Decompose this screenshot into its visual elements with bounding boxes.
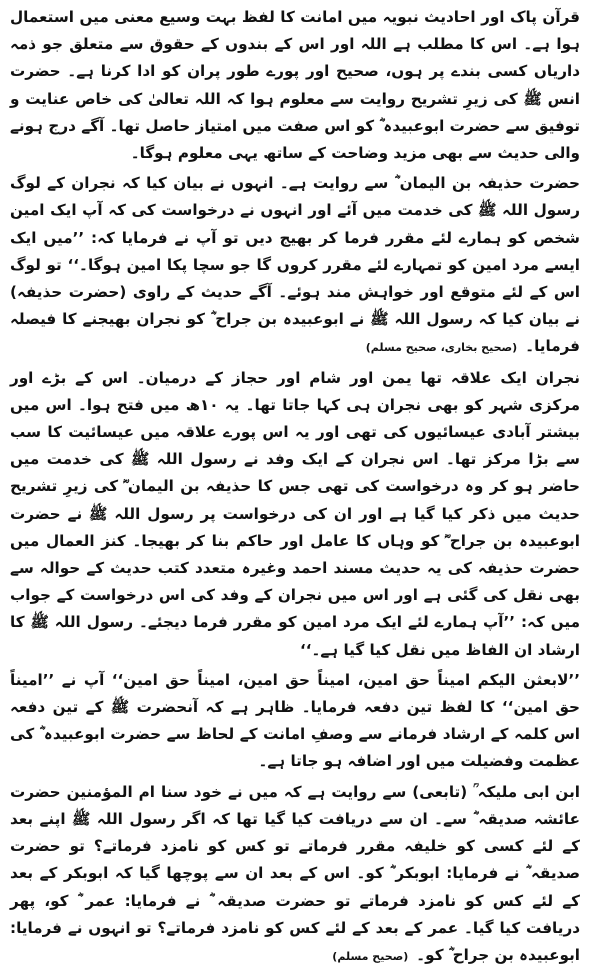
paragraph-text: قرآن پاک اور احادیث نبویہ میں امانت کا لفظ بہت وسیع معنی میں استعمال ہوا ہے۔ اس کا مطلب ہے اللہ اور اس کے بندوں کے حقوق سے متعلق جو ذمہ داریاں کسی بندے پر ہوں، صحیح اور پورے طور پران کو ادا کرنا ہے۔ حضرت انس ﷺ کی زیرِ تشریح روایت سے معلوم ہوا کہ اللہ تعالیٰ کی خاص عنایت و توفیق سے حضرت ابوعبیدہ ؓ کو اس صفت میں امتیاز حاصل تھا۔ آگے درج ہونے والی حدیث سے بھی مزید وضاحت کے ساتھ یہی معلوم ہوگا۔ xyxy=(10,8,580,163)
paragraph-text: ابن ابی ملیکہ ؒ (تابعی) سے روایت ہے کہ میں نے خود سنا ام المؤمنین حضرت عائشہ صدیقہ ؓ سے۔ ان سے دریافت کیا گیا تھا کہ اگر رسول اللہ ﷺ اپنے بعد کے لئے کسی کو خلیفہ مقرر فرماتے تو کس کو نامزد فرماتے؟ تو حضرت صدیقہ ؓ نے فرمایا: ابوبکر ؓ کو۔ اس کے بعد ان سے پوچھا گیا کہ ابوبکر کے بعد کے لئے کس کو نامزد فرماتے تو حضرت صدیقہ ؓ نے فرمایا: عمر ؓ کو، پھر دریافت کیا گیا۔ عمر کے بعد کے لئے کس کو نامزد فرماتے؟ تو انہوں نے فرمایا: ابوعبیدہ بن جراح ؓ کو۔ xyxy=(10,782,580,964)
paragraph-hadith-aisha xyxy=(10,779,580,970)
paragraph-text: نجران ایک علاقہ تھا یمن اور شام اور حجاز کے درمیان۔ اس کے بڑے اور مرکزی شہر کو بھی نجران ہی کہا جاتا تھا۔ یہ ۱۰ھ میں فتح ہوا۔ اس میں بیشتر آبادی عیسائیوں کی تھی اور یہ اس پورے علاقہ میں عیسائیت کا سب سے بڑا مرکز تھا۔ اس نجران کے ایک وفد نے رسول اللہ ﷺ کی خدمت میں حاضر ہو کر وہ درخواست کی تھی جس کا حذیفہ بن الیمان ؓ کی زیرِ تشریح حدیث میں ذکر کیا گیا ہے اور ان کی درخواست پر رسول اللہ ﷺ نے حضرت ابوعبیدہ بن جراح ؓ کو وہاں کا عامل اور حاکم بنا کر بھیجا۔ کنز العمال میں حضرت حذیفہ کی یہ حدیث مسند احمد وغیرہ متعدد کتب حدیث کے حوالہ سے بھی نقل کی گئی ہے اور اس میں نجران کے وفد کی اس درخواست کے جواب میں کہ: ’’آپ ہمارے لئے ایک مرد امین کو مقرر فرما دیجئے۔ رسول اللہ ﷺ کا ارشاد ان الفاظ میں نقل کیا گیا ہے۔‘‘ xyxy=(10,368,580,659)
hadith-reference: (صحیح مسلم) xyxy=(332,949,409,963)
paragraph-najran-explanation xyxy=(10,365,580,664)
paragraph-amin-haqq-amin xyxy=(10,667,580,776)
paragraph-text: ’’لابعثن الیکم امیناً حق امین، امیناً حق امین، امیناً حق امین‘‘ آپ نے ’’امیناً حق امین‘‘ کا لفظ تین دفعہ فرمایا۔ ظاہر ہے کہ آنحضرت ﷺ کے تین دفعہ اس کلمہ کے ارشاد فرمانے سے وصفِ امانت کے لحاظ سے حضرت ابوعبیدہ ؓ کی عظمت وفضیلت میں اور اضافہ ہو جاتا ہے۔ xyxy=(10,670,580,771)
hadith-reference: (صحیح بخاری، صحیح مسلم) xyxy=(365,341,518,355)
paragraph-text: حضرت حذیفہ بن الیمان ؓ سے روایت ہے۔ انہوں نے بیان کیا کہ نجران کے لوگ رسول اللہ ﷺ کی خدمت میں آئے اور انہوں نے درخواست کی کہ آپ ایک امین شخص کو ہمارے لئے مقرر فرما کر بھیج دیں تو آپ نے فرمایا کہ: ’’میں ایک ایسے مرد امین کو تمہارے لئے مقرر کروں گا جو سچا پکا امین ہوگا۔‘‘ تو لوگ اس کے لئے متوقع اور خواہش مند ہوئے۔ آگے حدیث کے راوی (حضرت حذیفہ) نے بیان کیا کہ رسول اللہ ﷺ نے ابوعبیدہ بن جراح ؓ کو نجران بھیجنے کا فیصلہ فرمایا۔ xyxy=(10,174,580,356)
paragraph-hadith-hudhaifa xyxy=(10,170,580,361)
paragraph-amanat-intro xyxy=(10,4,580,167)
